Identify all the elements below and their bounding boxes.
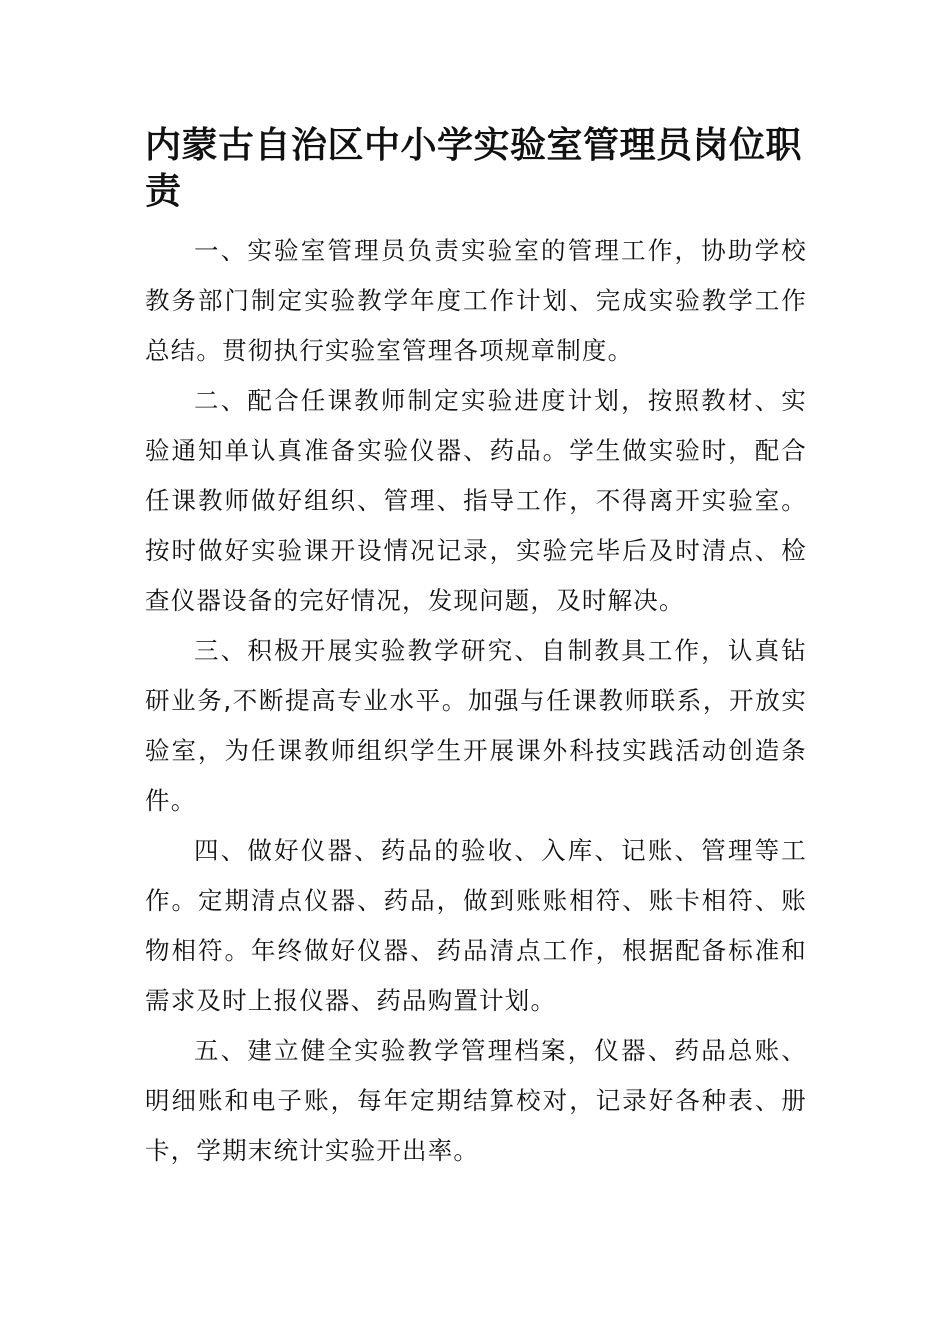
document-body	[145, 226, 807, 1176]
paragraph-1: 一、实验室管理员负责实验室的管理工作，协助学校教务部门制定实验教学年度工作计划、完成实验教学工作总结。贯彻执行实验室管理各项规章制度。	[145, 236, 807, 365]
document-title: 内蒙古自治区中小学实验室管理员岗位职责	[145, 124, 803, 212]
paragraph-2: 二、配合任课教师制定实验进度计划，按照教材、实验通知单认真准备实验仪器、药品。学生做实验时，配合任课教师做好组织、管理、指导工作，不得离开实验室。按时做好实验课开设情况记录，实验完毕后及时清点、检查仪器设备的完好情况，发现问题，及时解决。	[145, 386, 807, 615]
paragraph-4: 四、做好仪器、药品的验收、入库、记账、管理等工作。定期清点仪器、药品，做到账账相符、账卡相符、账物相符。年终做好仪器、药品清点工作，根据配备标准和需求及时上报仪器、药品购置计划。	[145, 836, 807, 1015]
paragraph-3: 三、积极开展实验教学研究、自制教具工作，认真钻研业务,不断提高专业水平。加强与任课教师联系，开放实验室，为任课教师组织学生开展课外科技实践活动创造条件。	[145, 636, 807, 815]
paragraph-5: 五、建立健全实验教学管理档案，仪器、药品总账、明细账和电子账，每年定期结算校对，记录好各种表、册卡，学期末统计实验开出率。	[145, 1036, 807, 1165]
